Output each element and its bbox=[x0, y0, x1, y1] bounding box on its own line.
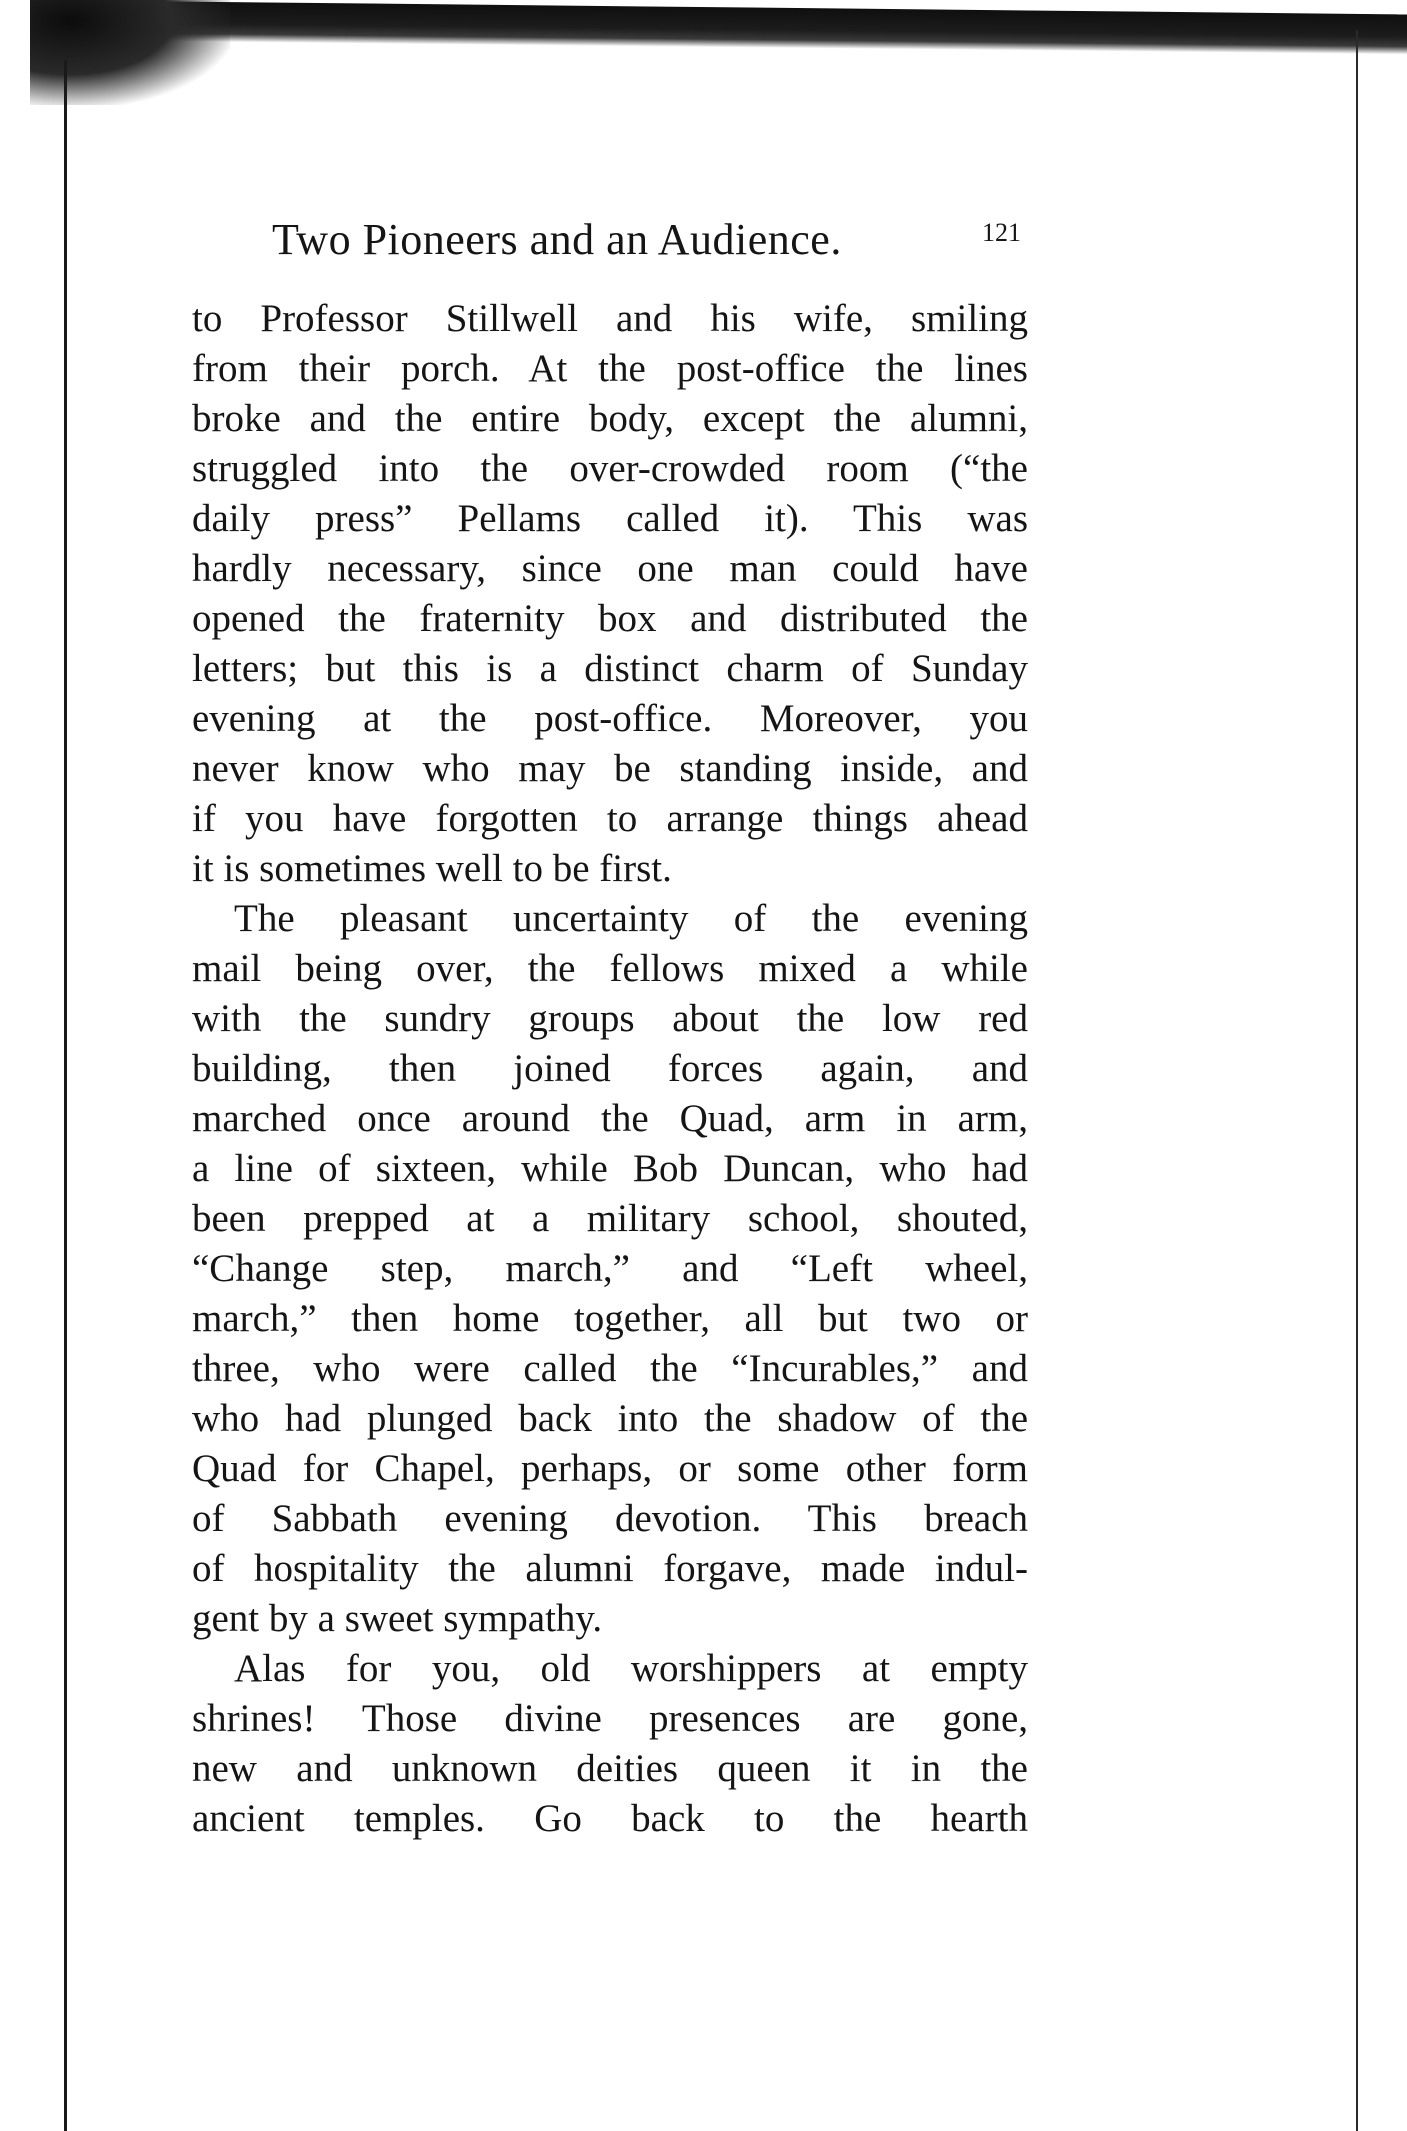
page-edge-left bbox=[64, 60, 67, 2131]
text-line: broke and the entire body, except the alumni, bbox=[192, 397, 1028, 440]
page-edge-right bbox=[1356, 30, 1358, 2131]
text-line: letters; but this is a distinct charm of Sunday bbox=[192, 647, 1028, 690]
text-line: it is sometimes well to be first. bbox=[192, 847, 672, 890]
text-line: of hospitality the alumni forgave, made indul- bbox=[192, 1547, 1028, 1590]
text-line: from their porch. At the post-office the lines bbox=[192, 347, 1028, 390]
text-line: march,” then home together, all but two or bbox=[192, 1297, 1028, 1340]
page-number: 121 bbox=[982, 218, 1021, 247]
running-title: Two Pioneers and an Audience. bbox=[272, 215, 842, 264]
text-line: shrines! Those divine presences are gone, bbox=[192, 1697, 1028, 1740]
text-line: building, then joined forces again, and bbox=[192, 1047, 1028, 1090]
paragraph-start-line: Alas for you, old worshippers at empty bbox=[234, 1647, 1028, 1690]
body-text bbox=[192, 294, 1028, 1844]
text-line: hardly necessary, since one man could have bbox=[192, 547, 1028, 590]
scan-shadow-top bbox=[30, 0, 1407, 54]
text-line: struggled into the over-crowded room (“the bbox=[192, 447, 1028, 490]
text-line: daily press” Pellams called it). This was bbox=[192, 497, 1028, 540]
text-line: with the sundry groups about the low red bbox=[192, 997, 1028, 1040]
text-line: been prepped at a military school, shouted, bbox=[192, 1197, 1028, 1240]
text-line: never know who may be standing inside, and bbox=[192, 747, 1028, 790]
text-line: to Professor Stillwell and his wife, smiling bbox=[192, 297, 1028, 340]
text-line: opened the fraternity box and distributed the bbox=[192, 597, 1028, 640]
text-line: new and unknown deities queen it in the bbox=[192, 1747, 1028, 1790]
text-line: ancient temples. Go back to the hearth bbox=[192, 1797, 1028, 1840]
text-line: marched once around the Quad, arm in arm, bbox=[192, 1097, 1028, 1140]
scan-shadow-corner bbox=[30, 0, 230, 105]
text-line: gent by a sweet sympathy. bbox=[192, 1597, 603, 1640]
paragraph-start-line: The pleasant uncertainty of the evening bbox=[234, 897, 1028, 940]
text-line: evening at the post-office. Moreover, you bbox=[192, 697, 1028, 740]
text-line: of Sabbath evening devotion. This breach bbox=[192, 1497, 1028, 1540]
text-line: Quad for Chapel, perhaps, or some other form bbox=[192, 1447, 1028, 1490]
text-line: “Change step, march,” and “Left wheel, bbox=[192, 1247, 1028, 1290]
page-header bbox=[272, 214, 1052, 274]
text-line: mail being over, the fellows mixed a while bbox=[192, 947, 1028, 990]
text-line: who had plunged back into the shadow of the bbox=[192, 1397, 1028, 1440]
text-line: a line of sixteen, while Bob Duncan, who had bbox=[192, 1147, 1028, 1190]
text-line: three, who were called the “Incurables,” and bbox=[192, 1347, 1028, 1390]
text-line: if you have forgotten to arrange things ahead bbox=[192, 797, 1028, 840]
